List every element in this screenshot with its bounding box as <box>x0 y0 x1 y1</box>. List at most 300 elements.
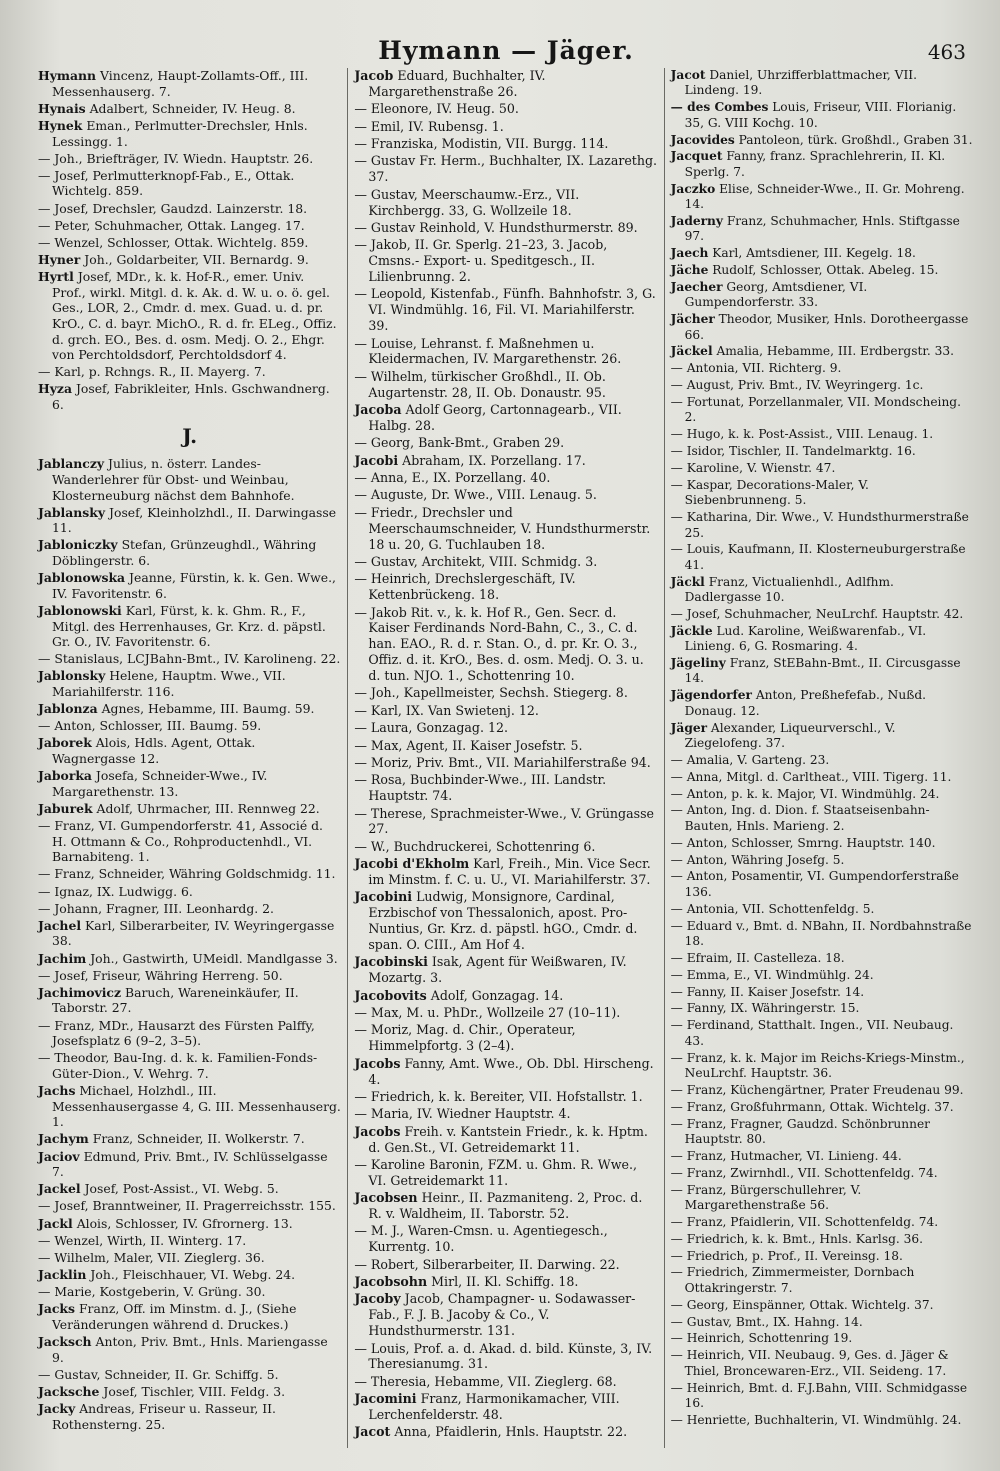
entry-details: Fanny, franz. Sprachlehrerin, II. Kl. Sperlg. 7. <box>684 149 946 179</box>
directory-entry <box>38 381 341 412</box>
entry-details: — Joh., Kapellmeister, Sechsh. Stiegerg. 8. <box>354 685 628 701</box>
directory-entry <box>38 118 341 149</box>
entry-surname: Jabloniczky <box>38 537 118 553</box>
directory-entry <box>38 985 341 1016</box>
entry-surname: Jächer <box>670 312 715 327</box>
entry-details: Stefan, Grünzeughdl., Währing Döblingerstr. 6. <box>52 537 317 568</box>
entry-details: Michael, Holzhdl., III. Messenhausergasse 4, G. III. Messenhauserg. 1. <box>52 1083 341 1130</box>
running-head: Hymann — Jäger. <box>378 36 634 65</box>
directory-entry <box>671 787 974 802</box>
directory-entry <box>354 839 657 855</box>
entry-details: — Theresia, Hebamme, VII. Zieglerg. 68. <box>354 1373 617 1389</box>
entry-details: Theodor, Musiker, Hnls. Dorotheergasse 66. <box>684 312 969 342</box>
directory-entry <box>354 505 657 553</box>
directory-entry <box>671 753 974 768</box>
entry-details: — Therese, Sprachmeister-Wwe., V. Grüngasse 27. <box>354 805 654 837</box>
directory-entry <box>38 668 341 699</box>
directory-entry <box>354 237 657 285</box>
entry-details: — Georg, Bank-Bmt., Graben 29. <box>354 435 565 451</box>
directory-entry <box>671 656 974 687</box>
directory-entry <box>354 1157 657 1189</box>
directory-entry <box>38 505 341 536</box>
entry-details: Josef, Fabrikleiter, Hnls. Gschwandnerg. 6. <box>52 381 330 412</box>
entry-details: Joh., Gastwirth, UMeidl. Mandlgasse 3. <box>90 950 338 966</box>
entry-details: — Auguste, Dr. Wwe., VIII. Lenaug. 5. <box>354 487 597 503</box>
entry-details: — Franz, Schneider, Währing Goldschmidg. 11. <box>38 866 336 882</box>
entry-details: — Hugo, k. k. Post-Assist., VIII. Lenaug. 1. <box>670 427 934 442</box>
entry-details: — Marie, Kostgeberin, V. Grüng. 30. <box>38 1284 266 1299</box>
directory-entry <box>354 988 657 1004</box>
directory-entry <box>671 624 974 655</box>
directory-entry <box>354 1022 657 1054</box>
entry-details: Eman., Perlmutter-Drechsler, Hnls. Lessingg. 1. <box>52 117 308 149</box>
entry-details: — Ferdinand, Statthalt. Ingen., VII. Neubaug. 43. <box>670 1018 954 1048</box>
directory-entry <box>671 395 974 426</box>
directory-entry <box>354 1005 657 1021</box>
directory-entry <box>671 1298 974 1313</box>
entry-details: Karl, Amtsdiener, III. Kegelg. 18. <box>712 246 916 261</box>
entry-details: Ludwig, Monsignore, Cardinal, Erzbischof von Thessalonich, apost. Pro-Nuntius, Gr. Krz. d. päpstl. hGO., Cmdr. d. span. O. CIII., Am Hof 4. <box>368 889 638 952</box>
entry-surname: Jacobi d'Ekholm <box>354 856 470 872</box>
column-3 <box>664 68 980 1448</box>
entry-surname: Jacquet <box>670 149 723 164</box>
entry-details: — Gustav Fr. Herm., Buchhalter, IX. Lazarethg. 37. <box>354 153 658 185</box>
directory-entry <box>354 1124 657 1156</box>
entry-details: — Josef, Branntweiner, II. Pragerreichsstr. 155. <box>38 1198 336 1214</box>
entry-details: Heinr., II. Pazmaniteng. 2, Proc. d. R. v. Waldheim, II. Taborstr. 52. <box>368 1190 643 1221</box>
entry-details: — Franziska, Modistin, VII. Burgg. 114. <box>354 136 609 151</box>
directory-entry <box>354 487 657 503</box>
directory-entry <box>354 685 657 701</box>
directory-entry <box>671 869 974 900</box>
directory-entry <box>354 1223 657 1255</box>
entry-surname: Jacot <box>354 1424 391 1440</box>
page-number: 463 <box>927 40 966 64</box>
directory-entry <box>38 1334 341 1365</box>
directory-entry <box>671 1348 974 1379</box>
directory-entry <box>671 510 974 541</box>
entry-details: — Franz, VI. Gumpendorferstr. 41, Associé d. H. Ottmann & Co., Rohproductenhdl., VI. Barnabiteng. 1. <box>38 818 323 865</box>
entry-surname: — des Combes <box>670 100 769 115</box>
directory-entry <box>38 101 341 117</box>
entry-details: — Fanny, II. Kaiser Josefstr. 14. <box>670 984 865 999</box>
entry-details: — Isidor, Tischler, II. Tandelmarktg. 16. <box>670 444 916 459</box>
entry-details: — Karl, IX. Van Swietenj. 12. <box>354 702 539 718</box>
entry-details: — Anna, Mitgl. d. Carltheat., VIII. Tigerg. 11. <box>670 769 952 784</box>
directory-entry <box>671 246 974 261</box>
entry-surname: Jachs <box>38 1083 76 1098</box>
directory-entry <box>671 968 974 983</box>
directory-entry <box>671 361 974 376</box>
entry-surname: Jaburek <box>38 800 93 816</box>
directory-entry <box>38 735 341 766</box>
entry-details: Alois, Hdls. Agent, Ottak. Wagnergasse 12. <box>52 735 256 766</box>
entry-surname: Jacomini <box>354 1391 417 1407</box>
directory-entry <box>38 951 341 967</box>
entry-details: — Antonia, VII. Richterg. 9. <box>670 361 842 376</box>
directory-entry <box>354 119 657 135</box>
directory-entry <box>671 312 974 343</box>
directory-entry <box>38 1250 341 1266</box>
directory-entry <box>671 1232 974 1247</box>
entry-details: Anton, Priv. Bmt., Hnls. Mariengasse 9. <box>52 1333 328 1365</box>
directory-entry <box>671 836 974 851</box>
directory-entry <box>671 133 974 148</box>
directory-entry <box>38 218 341 234</box>
entry-details: Vincenz, Haupt-Zollamts-Off., III. Messenhauserg. 7. <box>52 68 309 99</box>
entry-details: — Karoline, V. Wienstr. 47. <box>670 461 836 475</box>
entry-details: — Ignaz, IX. Ludwigg. 6. <box>38 883 193 899</box>
directory-entry <box>671 444 974 459</box>
entry-details: — Moriz, Mag. d. Chir., Operateur, Himmelpfortg. 3 (2–4). <box>354 1022 576 1054</box>
entry-details: Franz, StEBahn-Bmt., II. Circusgasse 14. <box>684 656 961 686</box>
entry-details: — Kaspar, Decorations-Maler, V. Siebenbrunneng. 5. <box>670 477 869 508</box>
entry-details: Josef, Post-Assist., VI. Webg. 5. <box>84 1181 279 1197</box>
directory-entry <box>38 1018 341 1049</box>
entry-details: — Maria, IV. Wiedner Hauptstr. 4. <box>354 1106 571 1122</box>
section-letter: J. <box>182 423 198 448</box>
entry-details: Josef, Kleinholzhdl., II. Darwingasse 11. <box>52 504 337 536</box>
directory-entry <box>671 263 974 278</box>
entry-details: Alois, Schlosser, IV. Gfrornerg. 13. <box>76 1215 293 1231</box>
directory-entry <box>38 151 341 167</box>
entry-surname: Hynais <box>38 100 86 116</box>
entry-details: Adolf, Uhrmacher, III. Rennweg 22. <box>96 800 320 816</box>
directory-entry <box>38 1131 341 1147</box>
entry-details: — Josef, Schuhmacher, NeuLrchf. Hauptstr. 42. <box>670 606 964 621</box>
entry-details: — Emma, E., VI. Windmühlg. 24. <box>670 967 874 982</box>
entry-details: — Katharina, Dir. Wwe., V. Hundsthurmerstraße 25. <box>670 510 969 540</box>
directory-entry <box>354 369 657 401</box>
directory-entry <box>38 818 341 865</box>
directory-entry <box>671 1001 974 1016</box>
entry-surname: Jacoby <box>354 1291 401 1307</box>
entry-surname: Hyner <box>38 251 81 267</box>
directory-entry <box>38 1401 341 1432</box>
entry-surname: Jäckel <box>670 344 713 359</box>
directory-entry <box>671 688 974 719</box>
entry-details: Joh., Fleischhauer, VI. Webg. 24. <box>90 1266 296 1282</box>
entry-surname: Jachym <box>38 1131 89 1147</box>
directory-entry <box>671 378 974 393</box>
directory-entry <box>354 1257 657 1273</box>
entry-details: — Friedrich, k. k. Bmt., Hnls. Karlsg. 36. <box>670 1231 924 1246</box>
directory-entry <box>671 770 974 785</box>
entry-details: — Franz, MDr., Hausarzt des Fürsten Palffy, Josefsplatz 6 (9–2, 3–5). <box>38 1017 315 1049</box>
entry-surname: Hyza <box>38 381 72 397</box>
entry-surname: Jacobinski <box>354 954 428 970</box>
entry-details: Georg, Amtsdiener, VI. Gumpendorferstr. 33. <box>684 279 868 310</box>
entry-surname: Jacot <box>670 68 706 82</box>
entry-details: Isak, Agent für Weißwaren, IV. Mozartg. 3. <box>368 954 627 986</box>
entry-details: — Wilhelm, türkischer Großhdl., II. Ob. Augartenstr. 28, II. Ob. Donaustr. 95. <box>354 368 606 400</box>
entry-details: — Antonia, VII. Schottenfeldg. 5. <box>670 901 875 916</box>
directory-entry <box>354 1374 657 1390</box>
entry-details: — Anna, E., IX. Porzellang. 40. <box>354 470 551 485</box>
directory-entry <box>354 435 657 451</box>
entry-details: — Johann, Fragner, III. Leonhardg. 2. <box>38 900 274 916</box>
directory-entry <box>38 901 341 917</box>
entry-surname: Jacksch <box>38 1333 92 1349</box>
entry-details: — Fanny, IX. Währingerstr. 15. <box>670 1001 860 1016</box>
entry-details: — Josef, Friseur, Währing Herreng. 50. <box>38 967 283 983</box>
directory-entry <box>354 220 657 236</box>
entry-surname: Jaborek <box>38 735 92 751</box>
entry-details: — Franz, Küchengärtner, Prater Freudenau 99. <box>670 1082 964 1097</box>
directory-entry <box>354 153 657 185</box>
entry-details: — Efraim, II. Castelleza. 18. <box>670 950 845 965</box>
directory-entry <box>354 954 657 986</box>
entry-surname: Jacks <box>38 1301 75 1317</box>
entry-details: — Anton, Schlosser, Smrng. Hauptstr. 140. <box>670 835 936 850</box>
entry-details: Baruch, Wareneinkäufer, II. Taborstr. 27. <box>52 984 299 1016</box>
entry-details: Eduard, Buchhalter, IV. Margarethenstraße 26. <box>368 68 546 99</box>
entry-details: — Friedr., Drechsler und Meerschaumschneider, V. Hundsthurmerstr. 18 u. 20, G. Tuchlauben 18. <box>354 504 651 552</box>
entry-details: Jeanne, Fürstin, k. k. Gen. Wwe., IV. Favoritenstr. 6. <box>52 570 336 601</box>
directory-entry <box>354 772 657 804</box>
entry-surname: Jackl <box>38 1215 73 1231</box>
directory-entry <box>38 1198 341 1214</box>
entry-details: Joh., Goldarbeiter, VII. Bernardg. 9. <box>84 251 309 267</box>
entry-details: Abraham, IX. Porzellang. 17. <box>402 452 586 468</box>
directory-entry <box>671 478 974 509</box>
entry-details: — Gustav, Meerschaumw.-Erz., VII. Kirchbergg. 33, G. Wollzeile 18. <box>354 186 580 218</box>
entry-details: Josef, Tischler, VIII. Feldg. 3. <box>103 1383 286 1399</box>
directory-entry <box>671 68 974 99</box>
entry-details: — Anton, Ing. d. Dion. f. Staatseisenbahn-Bauten, Hnls. Marieng. 2. <box>670 803 930 833</box>
entry-details: — Karoline Baronin, FZM. u. Ghm. R. Wwe., VI. Getreidemarkt 11. <box>354 1156 637 1188</box>
directory-entry <box>354 101 657 117</box>
entry-details: — Joh., Briefträger, IV. Wiedn. Hauptstr. 26. <box>38 150 314 166</box>
entry-details: — Franz, Pfaidlerin, VII. Schottenfeldg. 74. <box>670 1214 939 1229</box>
entry-details: — Anton, Posamentir, VI. Gumpendorferstraße 136. <box>670 869 959 899</box>
directory-entry <box>671 427 974 442</box>
directory-entry <box>354 402 657 434</box>
entry-details: Karl, Fürst, k. k. Ghm. R., F., Mitgl. des Herrenhauses, Gr. Krz. d. päpstl. Gr. O., IV. Favoritenstr. 6. <box>52 602 326 650</box>
entry-surname: Hynek <box>38 117 83 133</box>
entry-details: — Max, Agent, II. Kaiser Josefstr. 5. <box>354 737 583 753</box>
entry-surname: Jacobini <box>354 889 413 905</box>
entry-details: — Gustav, Bmt., IX. Hahng. 14. <box>670 1314 863 1329</box>
entry-surname: Jacobs <box>354 1123 401 1139</box>
entry-details: — Stanislaus, LCJBahn-Bmt., IV. Karolineng. 22. <box>38 651 341 667</box>
entry-details: — Fortunat, Porzellanmaler, VII. Mondscheing. 2. <box>670 395 961 425</box>
directory-entry <box>671 853 974 868</box>
directory-entry <box>38 235 341 251</box>
entry-details: Franz, Schneider, II. Wolkerstr. 7. <box>92 1131 305 1147</box>
entry-details: — Louis, Prof. a. d. Akad. d. bild. Künste, 3, IV. Theresianumg. 31. <box>354 1340 653 1372</box>
directory-entry <box>671 1083 974 1098</box>
entry-details: — Gustav, Architekt, VIII. Schmidg. 3. <box>354 553 598 569</box>
entry-details: — Josef, Perlmutterknopf-Fab., E., Ottak. Wichtelg. 859. <box>38 167 295 199</box>
entry-details: Josefa, Schneider-Wwe., IV. Margarethenstr. 13. <box>52 768 268 799</box>
entry-surname: Jäche <box>670 263 709 277</box>
directory-entry <box>354 453 657 469</box>
directory-entry <box>38 1284 341 1300</box>
entry-surname: Jablansky <box>38 504 106 520</box>
entry-surname: Jachimovicz <box>38 984 122 1000</box>
entry-details: — Peter, Schuhmacher, Ottak. Langeg. 17. <box>38 217 305 233</box>
entry-details: — Friedrich, k. k. Bereiter, VII. Hofstallstr. 1. <box>354 1088 643 1104</box>
entry-details: — Eduard v., Bmt. d. NBahn, II. Nordbahnstraße 18. <box>670 918 972 948</box>
directory-entry <box>671 1331 974 1346</box>
directory-entry <box>354 738 657 754</box>
directory-entry <box>354 1056 657 1088</box>
entry-details: Adolf, Gonzagag. 14. <box>430 987 564 1003</box>
directory-entry <box>38 801 341 817</box>
entry-surname: Jaderny <box>670 213 723 228</box>
entry-details: Julius, n. österr. Landes-Wanderlehrer für Obst- und Weinbau, Klosterneuburg nächst dem Bahnhofe. <box>52 456 295 503</box>
directory-entry <box>38 1301 341 1332</box>
directory-entry <box>354 1291 657 1339</box>
directory-entry <box>671 1149 974 1164</box>
directory-entry <box>671 1018 974 1049</box>
directory-entry <box>354 1274 657 1290</box>
columns <box>32 68 980 1448</box>
entry-surname: Jäger <box>670 720 708 735</box>
entry-details: — Heinrich, Bmt. d. F.J.Bahn, VIII. Schmidgasse 16. <box>670 1380 968 1410</box>
entry-surname: Jäckl <box>670 574 705 589</box>
entry-details: — Gustav, Schneider, II. Gr. Schiffg. 5. <box>38 1366 279 1382</box>
entry-details: Pantoleon, türk. Großhdl., Graben 31. <box>738 132 973 147</box>
entry-surname: Jacksche <box>38 1383 100 1399</box>
entry-details: Mirl, II. Kl. Schiffg. 18. <box>431 1274 579 1289</box>
entry-surname: Jaech <box>670 246 709 261</box>
entry-surname: Jacoba <box>354 402 402 417</box>
directory-entry <box>38 269 341 363</box>
entry-details: — Leopold, Kistenfab., Fünfh. Bahnhofstr. 3, G. VI. Windmühlg. 16, Fil. VI. Mariahilferstr. 39. <box>354 286 656 334</box>
directory-entry <box>671 214 974 245</box>
entry-surname: Jacobsohn <box>354 1274 428 1289</box>
entry-details: — Friedrich, Zimmermeister, Dornbach Ottakringerstr. 7. <box>670 1265 915 1295</box>
entry-details: — August, Priv. Bmt., IV. Weyringerg. 1c. <box>670 378 924 393</box>
entry-details: — Franz, Bürgerschullehrer, V. Margarethenstraße 56. <box>670 1182 862 1212</box>
entry-details: Andreas, Friseur u. Rasseur, II. Rothensterng. 25. <box>52 1400 276 1432</box>
directory-entry <box>38 168 341 199</box>
entry-details: — Franz, Großfuhrmann, Ottak. Wichtelg. 37. <box>670 1099 954 1114</box>
entry-surname: Jägeliny <box>670 656 726 670</box>
directory-entry <box>354 605 657 684</box>
entry-surname: Jacobsen <box>354 1190 418 1206</box>
entry-details: — Heinrich, Schottenring 19. <box>670 1331 853 1346</box>
directory-entry <box>671 100 974 131</box>
entry-details: Karl, Silberarbeiter, IV. Weyringergasse 38. <box>52 917 335 949</box>
directory-entry <box>38 1384 341 1400</box>
directory-entry <box>38 1050 341 1081</box>
entry-surname: Jaborka <box>38 768 92 784</box>
entry-details: Franz, Victualienhdl., Adlfhm. Dadlergasse 10. <box>684 574 894 604</box>
directory-entry <box>38 1233 341 1249</box>
directory-entry <box>671 1249 974 1264</box>
entry-details: Louis, Friseur, VIII. Florianig. 35, G. VIII Kochg. 10. <box>684 100 957 130</box>
directory-entry <box>38 884 341 900</box>
entry-details: — Max, M. u. PhDr., Wollzeile 27 (10–11). <box>354 1005 621 1020</box>
entry-details: — Theodor, Bau-Ing. d. k. k. Familien-Fonds-Güter-Dion., V. Wehrg. 7. <box>38 1050 318 1081</box>
directory-entry <box>38 866 341 882</box>
directory-entry <box>671 721 974 752</box>
directory-entry <box>671 149 974 180</box>
entry-surname: Jägendorfer <box>670 688 752 703</box>
entry-details: — Franz, Zwirnhdl., VII. Schottenfeldg. 74. <box>670 1165 938 1180</box>
directory-entry <box>38 918 341 949</box>
directory-entry <box>354 1424 657 1440</box>
directory-entry <box>671 1100 974 1115</box>
entry-details: — Heinrich, VII. Neubaug. 9, Ges. d. Jäger & Thiel, Broncewaren-Erz., VII. Seideng. 17. <box>670 1348 949 1378</box>
entry-surname: Jacobovits <box>354 987 427 1003</box>
directory-entry <box>354 571 657 603</box>
entry-surname: Jacobi <box>354 452 399 468</box>
directory-entry <box>671 182 974 213</box>
entry-surname: Jacklin <box>38 1266 87 1282</box>
directory-entry <box>354 1391 657 1423</box>
entry-details: — Wenzel, Schlosser, Ottak. Wichtelg. 859. <box>38 234 309 250</box>
directory-entry <box>354 755 657 771</box>
directory-entry <box>354 286 657 334</box>
entry-details: — Heinrich, Drechslergeschäft, IV. Kettenbrückeng. 18. <box>354 571 576 603</box>
directory-entry <box>354 856 657 888</box>
entry-details: — Georg, Einspänner, Ottak. Wichtelg. 37. <box>670 1297 934 1312</box>
directory-entry <box>38 537 341 568</box>
entry-surname: Jachim <box>38 950 87 966</box>
entry-surname: Jacobs <box>354 1055 401 1071</box>
directory-entry <box>38 570 341 601</box>
entry-surname: Jablonowski <box>38 602 122 618</box>
directory-entry <box>38 718 341 734</box>
entry-surname: Jachel <box>38 917 82 933</box>
directory-entry <box>671 1183 974 1214</box>
directory-entry <box>671 951 974 966</box>
directory-entry <box>671 1315 974 1330</box>
directory-entry <box>671 902 974 917</box>
directory-entry <box>354 187 657 219</box>
directory-entry <box>38 1149 341 1180</box>
page-header <box>32 0 980 68</box>
entry-details: — Gustav Reinhold, V. Hundsthurmerstr. 89. <box>354 219 638 235</box>
directory-entry <box>671 1265 974 1296</box>
entry-details: — Henriette, Buchhalterin, VI. Windmühlg. 24. <box>670 1412 962 1427</box>
directory-entry <box>671 1215 974 1230</box>
entry-details: Franz, Off. im Minstm. d. J., (Siehe Veränderungen während d. Druckes.) <box>52 1301 297 1332</box>
entry-details: Agnes, Hebamme, III. Baumg. 59. <box>101 701 315 717</box>
entry-surname: Jacovides <box>670 132 735 147</box>
directory-entry <box>671 280 974 311</box>
entry-details: Helene, Hauptm. Wwe., VII. Mariahilferstr. 116. <box>52 668 286 699</box>
entry-details: Adalbert, Schneider, IV. Heug. 8. <box>89 100 296 116</box>
entry-details: — Eleonore, IV. Heug. 50. <box>354 101 519 117</box>
directory-entry <box>671 985 974 1000</box>
directory-entry <box>671 919 974 950</box>
entry-details: Franz, Harmonikamacher, VIII. Lerchenfelderstr. 48. <box>368 1391 620 1422</box>
entry-details: — Karl, p. Rchngs. R., II. Mayerg. 7. <box>38 364 266 380</box>
directory-entry <box>354 1089 657 1105</box>
entry-details: Rudolf, Schlosser, Ottak. Abeleg. 15. <box>712 263 939 277</box>
entry-details: — Jakob Rit. v., k. k. Hof R., Gen. Secr. d. Kaiser Ferdinands Nord-Bahn, C., 3., C. d. han. EAO., R. d. r. Stan. O., d. pr. Kr. O. 3., Offiz. d. it. KrO., Bes. d. osm. Medj. O. 3. u. d. tun. NJO. 1., Schottenring 10. <box>354 604 644 683</box>
directory-entry <box>354 136 657 152</box>
entry-details: — Anton, Währing Josefg. 5. <box>670 852 845 867</box>
entry-details: — Emil, IV. Rubensg. 1. <box>354 118 504 134</box>
entry-details: — Moriz, Priv. Bmt., VII. Mariahilferstraße 94. <box>354 754 651 770</box>
entry-details: Elise, Schneider-Wwe., II. Gr. Mohreng. 14. <box>684 181 965 211</box>
directory-entry <box>38 1083 341 1130</box>
entry-details: — Jakob, II. Gr. Sperlg. 21–23, 3. Jacob, Cmsns.- Export- u. Speditgesch., II. Lilienbrunng. 2. <box>354 237 608 284</box>
entry-details: — Anton, p. k. k. Major, VI. Windmühlg. 24. <box>670 786 940 801</box>
entry-details: — Franz, Hutmacher, VI. Linieng. 44. <box>670 1148 902 1163</box>
entry-details: Karl, Freih., Min. Vice Secr. im Minstm. f. C. u. U., VI. Mariahilferstr. 37. <box>368 856 651 887</box>
column-2 <box>347 68 663 1448</box>
entry-details: — Rosa, Buchbinder-Wwe., III. Landstr. Hauptstr. 74. <box>354 772 607 804</box>
directory-entry <box>671 1381 974 1412</box>
directory-entry <box>354 889 657 953</box>
